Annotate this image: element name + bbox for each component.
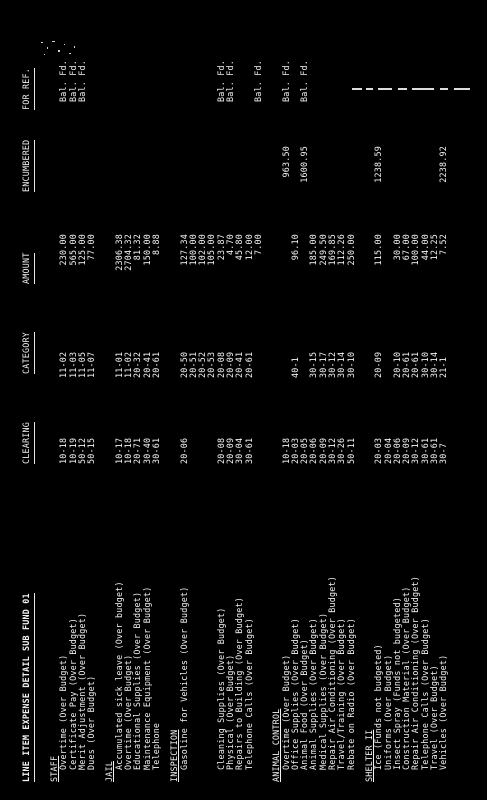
- amount-value: 23.87: [215, 234, 226, 261]
- amount-value: 7.00: [252, 234, 263, 255]
- clearing-code: 20-03: [289, 437, 300, 464]
- clearing-code: 20-71: [132, 437, 143, 464]
- encumbered-value: 1600.95: [299, 146, 310, 183]
- clearing-code: 30-61: [419, 437, 430, 464]
- category-code: 20-61: [401, 351, 412, 378]
- line-item-description: Overtime (Over Budget): [58, 654, 69, 770]
- amount-value: 230.00: [58, 234, 69, 266]
- amount-value: 102.00: [197, 234, 208, 266]
- line-item-description: Cleaning Supplies (Over Budget): [215, 607, 226, 770]
- category-code: 20-53: [206, 351, 217, 378]
- clearing-code: 20-06: [308, 437, 319, 464]
- amount-value: 96.10: [289, 234, 300, 261]
- amount-value: 185.00: [308, 234, 319, 266]
- clearing-code: 20-04: [382, 437, 393, 464]
- amount-value: 77.00: [86, 234, 97, 261]
- line-item-description: Overtime (Over Budget): [280, 654, 291, 770]
- reference-note: Bal. Fd.: [252, 60, 263, 102]
- clearing-code: 10-18: [280, 437, 291, 464]
- category-code: 30-10: [345, 351, 356, 378]
- clearing-code: 20-06: [178, 437, 189, 464]
- clearing-code: 30-04: [234, 437, 245, 464]
- line-item-description: Telephone Calls (Over Budget): [419, 617, 430, 770]
- column-header-encumbered: ENCUMBERED: [22, 140, 35, 192]
- line-item-description: Repairs to Building (Over Budget): [234, 597, 245, 770]
- category-code: 20-41: [234, 351, 245, 378]
- clearing-code: 10-19: [67, 437, 78, 464]
- line-item-description: Ice (Funds not budgeted): [373, 644, 384, 770]
- line-item-description: Rebate on Radio (Over Budget): [345, 617, 356, 770]
- line-item-description: Office Supplies (Over Budget): [289, 617, 300, 770]
- clearing-code: 20-05: [299, 437, 310, 464]
- column-header-clearing: CLEARING: [22, 422, 35, 464]
- line-item-description: Certificate Pay (Over Budget): [67, 617, 78, 770]
- table-row: [439, 22, 448, 782]
- line-item-description: Telephone Calls (Over Budget): [243, 617, 254, 770]
- category-code: 30-10: [419, 351, 430, 378]
- amount-value: 150.00: [141, 234, 152, 266]
- encumbered-value: 963.50: [280, 146, 291, 178]
- clearing-code: 20-08: [215, 437, 226, 464]
- clearing-code: 30-61: [150, 437, 161, 464]
- category-code: 21-1: [438, 357, 449, 378]
- clearing-code: 50-15: [86, 437, 97, 464]
- section-title: SHELTER II: [363, 729, 374, 782]
- line-item-description: Construction Material (Over Budget): [401, 586, 412, 770]
- clearing-code: 30-12: [327, 437, 338, 464]
- clearing-code: 30-26: [336, 437, 347, 464]
- clearing-code: 30-61: [428, 437, 439, 464]
- table-row: [78, 22, 87, 782]
- clearing-code: 10-18: [58, 437, 69, 464]
- category-code: 20-09: [225, 351, 236, 378]
- line-item-description: Telephone: [150, 722, 161, 770]
- category-code: 20-61: [243, 351, 254, 378]
- category-code: 20-61: [150, 351, 161, 378]
- amount-value: 100.00: [410, 234, 421, 266]
- table-row: [143, 22, 152, 782]
- column-header-category: CATEGORY: [22, 332, 35, 374]
- category-code: 30-12: [327, 351, 338, 378]
- expense-table: [50, 22, 458, 782]
- category-code: 20-08: [215, 351, 226, 378]
- category-code: 11-05: [76, 351, 87, 378]
- line-item-description: Vehicles (Over Budget): [438, 654, 449, 770]
- category-code: 30-17: [317, 351, 328, 378]
- reference-note: Bal. Fd.: [58, 60, 69, 102]
- line-item-description: Educational Supplies (Over Budget): [132, 591, 143, 770]
- amount-value: 4.70: [225, 234, 236, 255]
- reference-note: Bal. Fd.: [215, 60, 226, 102]
- line-item-description: Travel (Over Budget): [428, 665, 439, 770]
- category-code: 11-02: [123, 351, 134, 378]
- amount-value: 12.00: [243, 234, 254, 261]
- clearing-code: 30-7: [438, 443, 449, 464]
- expense-report: [22, 22, 477, 782]
- section-title: STAFF: [49, 755, 59, 782]
- line-item-description: Physical (Over Budget): [225, 654, 236, 770]
- table-row: [152, 22, 161, 782]
- amount-value: 81.32: [132, 234, 143, 261]
- amount-value: 30.00: [391, 234, 402, 261]
- line-item-description: Dues (Over Budget): [86, 675, 97, 770]
- section-spacer: [449, 22, 458, 782]
- section-title: ANIMAL CONTROL: [271, 708, 282, 782]
- line-item-description: Animal Supplies (Over Budget): [308, 617, 319, 770]
- category-code: 20-50: [178, 351, 189, 378]
- line-item-description: Repair Air Conditioning (Over Budget): [327, 576, 338, 770]
- line-item-description: Accumulated sick leave (Over budget): [113, 581, 124, 770]
- amount-value: 125.00: [76, 234, 87, 266]
- amount-value: 169.85: [327, 234, 338, 266]
- amount-value: 45.80: [234, 234, 245, 261]
- amount-value: 100.00: [187, 234, 198, 266]
- line-item-description: Uniforms (Over Budget): [382, 654, 393, 770]
- section-spacer: [96, 22, 105, 782]
- amount-value: 67.00: [401, 234, 412, 261]
- table-row: [245, 22, 254, 782]
- section-title: INSPECTION: [169, 729, 180, 782]
- clearing-code: 10-17: [113, 437, 124, 464]
- clearing-code: 30-40: [141, 437, 152, 464]
- encumbered-value: 1238.59: [373, 146, 384, 183]
- category-code: 30-14: [428, 351, 439, 378]
- line-item-description: Medical Supplies (Over Budget): [317, 612, 328, 770]
- column-header-reference: FOR REF.: [22, 68, 35, 110]
- amount-value: 2306.38: [113, 234, 124, 271]
- category-code: 20-09: [373, 351, 384, 378]
- table-row: [254, 22, 263, 782]
- line-item-description: Travel/Training (Over Budget): [336, 617, 347, 770]
- amount-value: 8.88: [150, 234, 161, 255]
- category-code: 11-01: [113, 351, 124, 378]
- amount-value: 115.00: [373, 234, 384, 266]
- clearing-code: 20-09: [317, 437, 328, 464]
- clearing-code: 50-12: [76, 437, 87, 464]
- clearing-code: 30-61: [243, 437, 254, 464]
- report-title: LINE ITEM EXPENSE DETAIL SUB FUND 01: [22, 593, 35, 782]
- line-item-description: Animal Food (Over Budget): [299, 638, 310, 770]
- reference-note: Bal. Fd.: [299, 60, 310, 102]
- category-code: 20-41: [141, 351, 152, 378]
- amount-value: 44.00: [419, 234, 430, 261]
- amount-value: 12.25: [428, 234, 439, 261]
- category-code: 20-10: [391, 351, 402, 378]
- category-code: 20-51: [187, 351, 198, 378]
- table-row: [180, 22, 189, 782]
- amount-value: 2704.32: [123, 234, 134, 271]
- category-code: 11-07: [86, 351, 97, 378]
- clearing-code: 10-18: [123, 437, 134, 464]
- reference-note: Bal. Fd.: [67, 60, 78, 102]
- amount-value: 250.00: [345, 234, 356, 266]
- category-code: 11-03: [67, 351, 78, 378]
- category-code: 30-15: [308, 351, 319, 378]
- table-row: [198, 22, 207, 782]
- line-item-description: Merit Adjustment (Over Budget): [76, 612, 87, 770]
- amount-value: 249.50: [317, 234, 328, 266]
- encumbered-value: 2238.92: [438, 146, 449, 183]
- line-item-description: Maintenance Equipment (Over Budget): [141, 586, 152, 770]
- reference-note: Bal. Fd.: [76, 60, 87, 102]
- section-spacer: [263, 22, 272, 782]
- amount-value: 112.26: [336, 234, 347, 266]
- amount-value: 105.00: [206, 234, 217, 266]
- amount-value: 7.52: [438, 234, 449, 255]
- category-code: 20-32: [132, 351, 143, 378]
- line-item-description: Repair Air Conditioning (Over Budget): [410, 576, 421, 770]
- line-item-description: Insect Spray (Funds not budgeted): [391, 597, 402, 770]
- category-code: 40-1: [289, 357, 300, 378]
- table-row: [87, 22, 96, 782]
- table-row: [189, 22, 198, 782]
- section-spacer: [161, 22, 170, 782]
- line-item-description: Gasoline for Vehicles (Over Budget): [178, 586, 189, 770]
- amount-value: 565.00: [67, 234, 78, 266]
- category-code: 20-52: [197, 351, 208, 378]
- clearing-code: 20-06: [391, 437, 402, 464]
- category-code: 30-14: [336, 351, 347, 378]
- clearing-code: 50-11: [345, 437, 356, 464]
- column-header-amount: AMOUNT: [22, 253, 35, 284]
- clearing-code: 20-03: [373, 437, 384, 464]
- section-spacer: [356, 22, 365, 782]
- line-item-description: Overtime (Over Budget): [123, 654, 134, 770]
- clearing-code: 30-12: [410, 437, 421, 464]
- reference-note: Bal. Fd.: [280, 60, 291, 102]
- clearing-code: 20-09: [225, 437, 236, 464]
- category-code: 11-02: [58, 351, 69, 378]
- category-code: 20-61: [410, 351, 421, 378]
- table-row: [347, 22, 356, 782]
- reference-note: Bal. Fd.: [225, 60, 236, 102]
- clearing-code: 20-09: [401, 437, 412, 464]
- section-title: JAIL: [104, 761, 115, 782]
- amount-value: 127.34: [178, 234, 189, 266]
